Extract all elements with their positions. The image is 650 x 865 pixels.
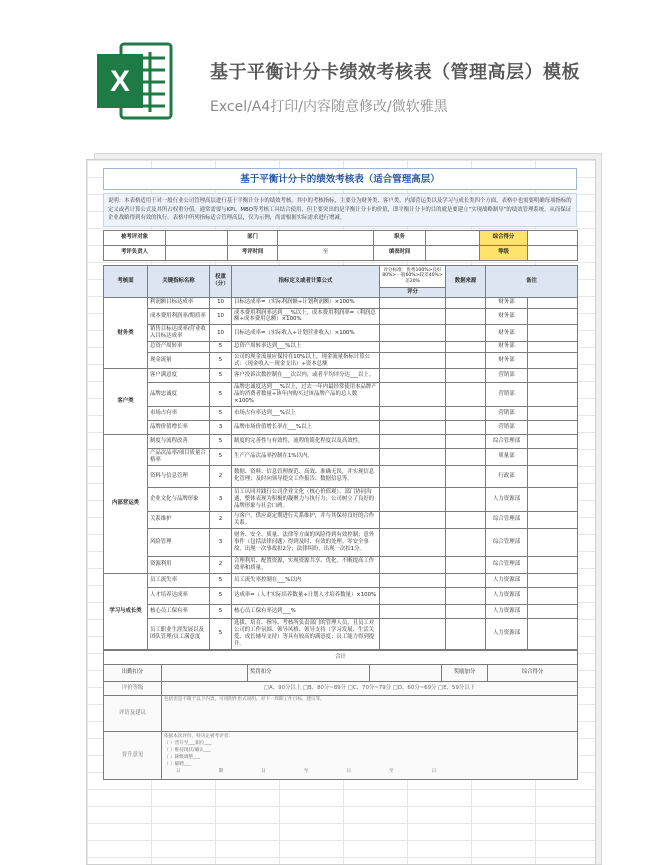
indicator-formula: 核心员工保有率达到___%: [232, 604, 380, 618]
score-standard-cell[interactable]: [380, 465, 446, 487]
score-cell[interactable]: [446, 511, 486, 528]
indicator-weight: 3: [210, 487, 232, 511]
indicator-name: 客户满意度: [148, 369, 210, 383]
score-standard-cell[interactable]: [380, 341, 446, 352]
indicator-name: 风险管理: [148, 528, 210, 556]
table-row: [104, 573, 578, 587]
indicator-formula: 数据、资料、信息管理规范、高效、准确无误，并实现信息化管理；及时向领导提交工作报告、数据信息等。: [232, 465, 380, 487]
indicator-name: 品牌忠诚度: [148, 383, 210, 406]
score-standard-cell[interactable]: [380, 434, 446, 448]
score-standard-cell[interactable]: [380, 297, 446, 308]
col-header-category: 考核面: [104, 265, 148, 297]
spreadsheet-preview: [86, 153, 606, 865]
info-value-subject[interactable]: [166, 230, 228, 245]
sign-field: 日: [346, 768, 352, 774]
sign-field: 日: [176, 768, 181, 774]
promotion-line: （ ）维持现状/确认___: [164, 747, 211, 753]
grade-options[interactable]: □A、90分以上 □B、80分~89分 □C、70分~79分 □D、60分~69分 □E、59分以下: [162, 681, 578, 695]
indicator-weight: 5: [210, 604, 232, 618]
indicator-weight: 5: [210, 573, 232, 587]
remark-cell[interactable]: [528, 556, 578, 573]
table-row: [104, 406, 578, 420]
indicator-weight: 5: [210, 369, 232, 383]
attendance-label: 出勤扣分: [104, 664, 162, 681]
info-label-subject: 被考评对象: [104, 230, 166, 245]
indicator-name: 资源利用: [148, 556, 210, 573]
remark-cell[interactable]: [528, 325, 578, 342]
table-row: [104, 383, 578, 406]
table-row: [104, 487, 578, 511]
sign-field: 至: [303, 768, 309, 774]
indicator-formula: 品牌忠诚度达到___%以上，过去一年内最经常使用本品牌产品的消费者数量÷该年内购买过该品牌产品的总人数×100%: [232, 383, 380, 406]
indicator-formula: 制度的完善性与有效性，流程的简化程度以及高效性。: [232, 434, 380, 448]
table-row: [104, 448, 578, 465]
remark-cell[interactable]: [528, 465, 578, 487]
data-source: 营销部: [486, 369, 528, 383]
indicator-weight: 10: [210, 325, 232, 342]
score-cell[interactable]: [446, 352, 486, 369]
remark-cell[interactable]: [528, 604, 578, 618]
remark-cell[interactable]: [528, 352, 578, 369]
indicator-name: 关系维护: [148, 511, 210, 528]
evaluation-comment-label: 评语及建议: [104, 695, 162, 731]
indicator-weight: 5: [210, 341, 232, 352]
remark-cell[interactable]: [528, 308, 578, 325]
promotion-line: （ ）解聘___: [164, 761, 191, 767]
indicator-name: 员工流失率: [148, 573, 210, 587]
table-row: [104, 352, 578, 369]
remark-cell[interactable]: [528, 587, 578, 604]
indicator-name: 利润额目标达成率: [148, 297, 210, 308]
evaluation-comment-hint[interactable]: 包括但是不限于以下内容，可用附件形式说明。对下一周期工作目标、建议等。: [162, 695, 578, 731]
indicator-name: 品牌价值增长率: [148, 420, 210, 434]
col-header-score-standard: 评分标准：优秀100%>良好80%>一般60%>较差40%>差20%: [380, 265, 446, 287]
data-source: 财务部: [486, 341, 528, 352]
data-source: 人力资源部: [486, 573, 528, 587]
data-source: 财务部: [486, 325, 528, 342]
score-cell[interactable]: [446, 383, 486, 406]
score-cell[interactable]: [446, 604, 486, 618]
table-row: [104, 434, 578, 448]
remark-cell[interactable]: [528, 573, 578, 587]
table-row: [104, 420, 578, 434]
table-row: [104, 604, 578, 618]
signature-fields: [164, 768, 575, 775]
score-standard-cell[interactable]: [380, 587, 446, 604]
col-header-formula: 指标定义或者计算公式: [232, 265, 380, 297]
table-row: [104, 465, 578, 487]
indicator-formula: 与客户、供应商定期进行关系维护，并与其保持良好的合作关系。: [232, 511, 380, 528]
score-standard-cell[interactable]: [380, 352, 446, 369]
indicator-weight: 3: [210, 528, 232, 556]
indicator-formula: 成本费用利润率达到___%以上，成本费用利润率=（利润总额÷成本费用总额）×100%: [232, 308, 380, 325]
score-cell[interactable]: [446, 434, 486, 448]
remark-cell[interactable]: [528, 618, 578, 649]
bonus-label: 奖励加分: [442, 664, 488, 681]
score-standard-cell[interactable]: [380, 487, 446, 511]
promotion-line: 依据本次评价，特决定被考评者：: [164, 733, 233, 739]
info-label-dept: 部门: [228, 230, 278, 245]
indicator-weight: 2: [210, 511, 232, 528]
score-standard-cell[interactable]: [380, 308, 446, 325]
col-header-remark: 备注: [486, 265, 578, 297]
score-cell[interactable]: [446, 465, 486, 487]
indicator-weight: 5: [210, 618, 232, 649]
summary-table: [103, 650, 578, 780]
score-cell[interactable]: [446, 487, 486, 511]
info-label-overall-score: 综合得分: [480, 230, 528, 245]
indicator-name: 资料与信息管理: [148, 465, 210, 487]
info-value-overall-score[interactable]: [528, 230, 578, 245]
data-source: 综合管理部: [486, 511, 528, 528]
remark-cell[interactable]: [528, 511, 578, 528]
data-source: 营销部: [486, 406, 528, 420]
score-standard-cell[interactable]: [380, 325, 446, 342]
indicator-formula: 目标达成率=（实际利润额÷计划利润额）×100%: [232, 297, 380, 308]
sign-field: 日: [431, 768, 437, 774]
col-header-indicator: 关键指标名称: [148, 265, 210, 297]
score-cell[interactable]: [446, 420, 486, 434]
category-cell: 财务类: [104, 297, 148, 369]
score-standard-cell[interactable]: [380, 420, 446, 434]
info-label-fill-date: 填表时间: [374, 245, 426, 260]
col-header-source: 数据来源: [446, 265, 486, 297]
data-source: 营销部: [486, 383, 528, 406]
score-standard-cell[interactable]: [380, 448, 446, 465]
score-cell[interactable]: [446, 556, 486, 573]
score-standard-cell[interactable]: [380, 383, 446, 406]
data-source: 人力资源部: [486, 587, 528, 604]
promotion-line: （ ）降级调整___: [164, 754, 200, 760]
remark-cell[interactable]: [528, 434, 578, 448]
data-source: 财务部: [486, 308, 528, 325]
page-subtitle: Excel/A4打印/内容随意修改/微软雅黑: [210, 99, 448, 115]
score-cell[interactable]: [446, 369, 486, 383]
remark-cell[interactable]: [528, 341, 578, 352]
score-standard-cell[interactable]: [380, 573, 446, 587]
reward-deduction-value[interactable]: [370, 664, 442, 681]
attendance-value[interactable]: [162, 664, 248, 681]
remark-cell[interactable]: [528, 369, 578, 383]
score-standard-cell[interactable]: [380, 511, 446, 528]
indicator-formula: 员工认同并践行公司企业文化（核心价值观），部门协同沟通，整体表现为积极的凝聚力与执行力；公司树立了良好的品牌形象与社会口碑。: [232, 487, 380, 511]
info-value-grade[interactable]: [528, 245, 578, 260]
indicator-formula: 合理利用、配置资源，实现资源共享、优化，不断提高工作效率和质量。: [232, 556, 380, 573]
sign-field: 至: [389, 768, 394, 774]
data-source: 综合管理部: [486, 556, 528, 573]
indicator-name: 市场占有率: [148, 406, 210, 420]
data-source: 行政部: [486, 465, 528, 487]
indicator-weight: 5: [210, 383, 232, 406]
remark-cell[interactable]: [528, 448, 578, 465]
indicator-name: 销售目标达成率/营业收入目标达成率: [148, 325, 210, 342]
info-value-position[interactable]: [426, 230, 480, 245]
score-standard-cell[interactable]: [380, 528, 446, 556]
score-standard-cell[interactable]: [380, 406, 446, 420]
indicator-formula: 品牌市场价值增长率在___%以上: [232, 420, 380, 434]
indicator-name: 产品次品率/项目质量合格率: [148, 448, 210, 465]
col-header-score: 评分: [380, 287, 446, 297]
score-cell[interactable]: [446, 448, 486, 465]
score-cell[interactable]: [446, 297, 486, 308]
indicator-formula: 总资产周转率达到___%以上: [232, 341, 380, 352]
data-source: 综合管理部: [486, 434, 528, 448]
score-cell[interactable]: [446, 308, 486, 325]
indicator-formula: 客户投诉次数控制在___次以内，或者平均评分达___以上。: [232, 369, 380, 383]
indicator-name: 制度与流程改善: [148, 434, 210, 448]
reward-deduction-label: 奖罚扣分: [248, 664, 370, 681]
info-table: [103, 230, 578, 261]
remark-cell[interactable]: [528, 383, 578, 406]
data-source: 财务部: [486, 297, 528, 308]
promotion-options[interactable]: [162, 731, 578, 779]
indicator-name: 成本费用利润率/期质率: [148, 308, 210, 325]
indicator-formula: 公司的现金流量应保持在10%以上，现金流量指标计算公式：（现金收入－现金支出）÷资本总额: [232, 352, 380, 369]
total-row-label: 合计: [104, 650, 578, 664]
table-row: [104, 556, 578, 573]
promotion-label: 晋升意见: [104, 731, 162, 779]
indicator-weight: 5: [210, 352, 232, 369]
form-title: 基于平衡计分卡的绩效考核表（适合管理高层）: [103, 168, 577, 190]
indicator-formula: 选拔、培育、指导、考核所负责部门的管理人员，且员工对公司的工作氛围、领导风格、领导支持（学习发展、生活关爱、成长辅导支持）等具有较高的满意度；员工能力得到提升。: [232, 618, 380, 649]
data-source: 人力资源部: [486, 604, 528, 618]
info-value-fill-date[interactable]: [426, 245, 480, 260]
remark-cell[interactable]: [528, 406, 578, 420]
sign-field: 日: [261, 768, 266, 774]
indicator-weight: 5: [210, 434, 232, 448]
indicator-formula: 财务、安全、质量、法律等方面的风险得到有效控制；意外事件（包括法律问题）得到及时、有效的处理。零安全事故，出现一次事故扣2分；法律纠纷，出现一次扣1分。: [232, 528, 380, 556]
data-source: 人力资源部: [486, 487, 528, 511]
info-value-dept[interactable]: [278, 230, 374, 245]
data-source: 人力资源部: [486, 618, 528, 649]
info-value-evaluator[interactable]: [166, 245, 228, 260]
data-source: 营销部: [486, 420, 528, 434]
info-label-position: 职务: [374, 230, 426, 245]
score-standard-cell[interactable]: [380, 556, 446, 573]
table-row: [104, 528, 578, 556]
indicator-name: 企业文化与品牌形象: [148, 487, 210, 511]
table-row: [104, 297, 578, 308]
score-cell[interactable]: [446, 573, 486, 587]
score-cell[interactable]: [446, 528, 486, 556]
info-label-period: 考评时间: [228, 245, 278, 260]
indicator-weight: 2: [210, 556, 232, 573]
remark-cell[interactable]: [528, 420, 578, 434]
indicator-formula: 生产产品次品率控制在1%以内。: [232, 448, 380, 465]
table-row: [104, 511, 578, 528]
indicator-weight: 3: [210, 420, 232, 434]
indicator-formula: 目标达成率=（实际收入÷计划营业收入）×100%: [232, 325, 380, 342]
indicator-weight: 5: [210, 406, 232, 420]
indicator-name: 总资产周转率: [148, 341, 210, 352]
indicator-name: 现金流量: [148, 352, 210, 369]
indicator-weight: 10: [210, 297, 232, 308]
logo-letter: X: [109, 65, 131, 98]
table-row: [104, 369, 578, 383]
score-cell[interactable]: [446, 618, 486, 649]
indicator-formula: 达成率=（人才实际培养数量÷计划人才培养数量）×100%: [232, 587, 380, 604]
evaluation-form: [103, 168, 577, 780]
info-value-period[interactable]: 至: [278, 245, 374, 260]
indicator-weight: 10: [210, 308, 232, 325]
table-row: [104, 587, 578, 604]
table-row: [104, 618, 578, 649]
table-row: [104, 308, 578, 325]
remark-cell[interactable]: [528, 487, 578, 511]
score-cell[interactable]: [446, 325, 486, 342]
indicator-formula: 员工流失率控制在___%以内: [232, 573, 380, 587]
data-source: 财务部: [486, 352, 528, 369]
score-cell[interactable]: [446, 341, 486, 352]
indicator-formula: 市场占有率达到___%以上: [232, 406, 380, 420]
col-header-weight: 权重（分）: [210, 265, 232, 297]
grade-label: 评价等级: [104, 681, 162, 695]
page-header: [0, 0, 650, 150]
indicator-name: 人才培养达成率: [148, 587, 210, 604]
kpi-table: [103, 265, 578, 650]
score-standard-cell[interactable]: [380, 604, 446, 618]
info-label-evaluator: 考评负责人: [104, 245, 166, 260]
category-cell: 客户类: [104, 369, 148, 434]
table-row: [104, 341, 578, 352]
sheet-page: [86, 159, 596, 865]
table-row: [104, 325, 578, 342]
score-standard-cell[interactable]: [380, 618, 446, 649]
info-label-grade: 等级: [480, 245, 528, 260]
kpi-table-body: [104, 297, 578, 649]
indicator-weight: 2: [210, 465, 232, 487]
indicator-name: 员工职业生涯发展以及团队管理/员工满意度: [148, 618, 210, 649]
excel-logo-icon: [95, 40, 175, 122]
score-cell[interactable]: [446, 587, 486, 604]
remark-cell[interactable]: [528, 528, 578, 556]
indicator-weight: 5: [210, 448, 232, 465]
overall-score-label: 综合得分: [488, 664, 578, 681]
form-instructions: 说明：本表格适用于对一般行业公司管理高层进行基于平衡计分卡的绩效考核。其中的考核指标，主要分为财务类、客户类、内部营运类以及学习与成长类四个方面，表格中也需要明确每项指标的定义或者计算公式及其所占权重分值。通常需要与KPI、MBO等考核工具结合使用，但主要突出的是平衡计分卡的价值，即平衡计分卡的目的就是要建立“实现战略制导”的绩效管理系统，从而保证企业战略得到有效的执行。表格中所列指标适合管理高层，仅为示例，尚需根据实际需求进行增减。: [103, 193, 577, 227]
score-cell[interactable]: [446, 406, 486, 420]
score-standard-cell[interactable]: [380, 369, 446, 383]
category-cell: 内部营运类: [104, 434, 148, 573]
remark-cell[interactable]: [528, 297, 578, 308]
page-title: 基于平衡计分卡绩效考核表（管理高层）模板: [210, 62, 580, 83]
indicator-weight: 5: [210, 587, 232, 604]
promotion-line: （ ）晋升至___职位___: [164, 740, 212, 746]
data-source: 综合管理部: [486, 528, 528, 556]
indicator-name: 核心员工保有率: [148, 604, 210, 618]
category-cell: 学习与成长类: [104, 573, 148, 649]
data-source: 质量部: [486, 448, 528, 465]
sign-field: 期: [218, 768, 224, 774]
